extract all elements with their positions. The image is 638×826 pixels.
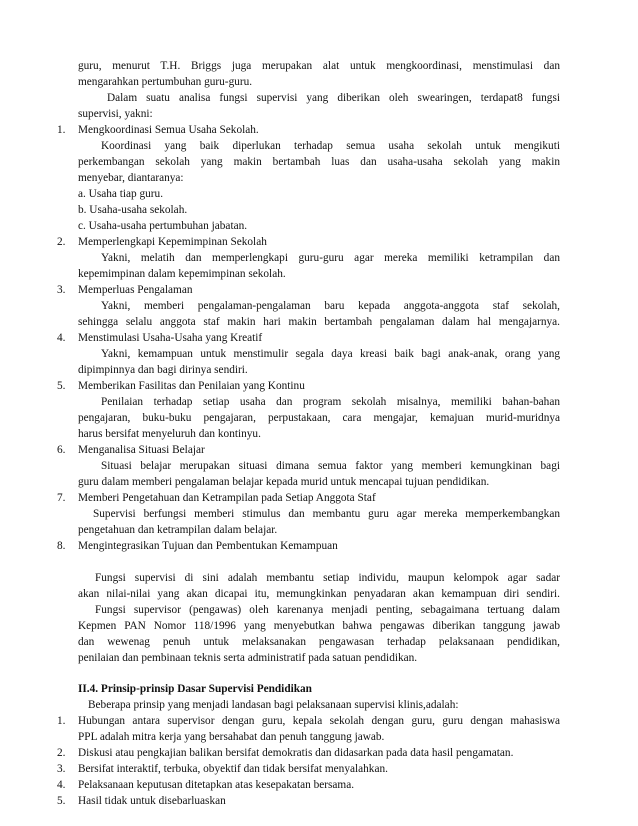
list-number: 6.	[57, 444, 66, 456]
list-number: 8.	[57, 540, 66, 552]
text-line: akan nilai-nilai yang akan dicapai itu, memungkinkan penyadaran akan kemampuan diri sendiri.	[78, 588, 560, 600]
text-line: mengarahkan pertumbuhan guru-guru.	[78, 76, 253, 88]
list-number: 5.	[57, 380, 66, 392]
text-line: Diskusi atau pengkajian balikan bersifat demokratis dan didasarkan pada data hasil pengamatan.	[78, 747, 514, 759]
text-line: a. Usaha tiap guru.	[78, 188, 164, 200]
list-number: 5.	[57, 795, 66, 807]
text-line: harus bersifat menyeluruh dan kontinyu.	[78, 428, 261, 440]
text-line: Koordinasi yang baik diperlukan terhadap semua usaha sekolah untuk mengikuti	[101, 140, 560, 152]
text-line: Fungsi supervisi di sini adalah membantu setiap individu, maupun kelompok agar sadar	[95, 572, 560, 584]
text-line: supervisi, yakni:	[78, 108, 153, 120]
text-line: kepemimpinan dalam kepemimpinan sekolah.	[78, 268, 286, 280]
text-line: penilaian dan pembinaan teknis serta administratif pada satuan pendidikan.	[78, 652, 418, 664]
text-line: perkembangan sekolah yang makin bertambah luas dan usaha-usaha sekolah yang makin	[78, 156, 560, 168]
text-line: Memberi Pengetahuan dan Ketrampilan pada Setiap Anggota Staf	[78, 492, 376, 504]
list-number: 1.	[57, 715, 66, 727]
text-line: Memperlengkapi Kepemimpinan Sekolah	[78, 236, 267, 248]
text-line: Yakni, melatih dan memperlengkapi guru-guru agar mereka memiliki ketrampilan dan	[101, 252, 560, 264]
text-line: Situasi belajar merupakan situasi dimana semua faktor yang memberi kemungkinan bagi	[101, 460, 560, 472]
text-line: Hubungan antara supervisor dengan guru, kepala sekolah dengan guru, guru dengan mahasiswa	[78, 715, 560, 727]
text-line: Yakni, kemampuan untuk menstimulir segala daya kreasi baik bagi anak-anak, orang yang	[101, 348, 560, 360]
text-line: Bersifat interaktif, terbuka, obyektif dan tidak bersifat menyalahkan.	[78, 763, 388, 775]
list-number: 4.	[57, 779, 66, 791]
text-line: Memperluas Pengalaman	[78, 284, 193, 296]
text-line: PPL adalah mitra kerja yang bersahabat dan penuh tanggung jawab.	[78, 731, 385, 743]
text-line: dipimpinnya dan bagi dirinya sendiri.	[78, 364, 248, 376]
text-line: Menstimulasi Usaha-Usaha yang Kreatif	[78, 332, 263, 344]
list-number: 2.	[57, 236, 66, 248]
text-line: menyebar, diantaranya:	[78, 172, 184, 184]
text-line: sehingga selalu anggota staf makin hari makin bertambah pengalaman dalam hal mengajarnya.	[78, 316, 560, 328]
text-line: Fungsi supervisor (pengawas) oleh karenanya menjadi penting, sebagaimana tertuang dalam	[95, 604, 560, 616]
text-line: b. Usaha-usaha sekolah.	[78, 204, 188, 216]
text-line: pengajaran, buku-buku pengajaran, perpustakaan, cara mengajar, kemajuan murid-muridnya	[78, 412, 560, 424]
text-line: Supervisi berfungsi memberi stimulus dan membantu guru agar mereka memperkembangkan	[93, 508, 560, 520]
section-heading: II.4. Prinsip-prinsip Dasar Supervisi Pendidikan	[78, 683, 312, 695]
list-number: 7.	[57, 492, 66, 504]
text-line: Menganalisa Situasi Belajar	[78, 444, 205, 456]
list-number: 2.	[57, 747, 66, 759]
text-line: dan wewenag penuh untuk melaksanakan pengawasan terhadap pelaksanaan pendidikan,	[78, 636, 560, 648]
list-number: 4.	[57, 332, 66, 344]
text-line: Mengkoordinasi Semua Usaha Sekolah.	[78, 124, 259, 136]
text-line: guru dalam memberi pengalaman belajar kepada murid untuk mencapai tujuan pendidikan.	[78, 476, 490, 488]
text-line: Hasil tidak untuk disebarluaskan	[78, 795, 226, 807]
text-line: pengetahuan dan ketrampilan dalam belajar.	[78, 524, 278, 536]
text-line: Mengintegrasikan Tujuan dan Pembentukan Kemampuan	[78, 540, 338, 552]
list-number: 3.	[57, 763, 66, 775]
text-line: Pelaksanaan keputusan ditetapkan atas kesepakatan bersama.	[78, 779, 355, 791]
list-number: 3.	[57, 284, 66, 296]
list-number: 1.	[57, 124, 66, 136]
text-line: Kepmen PAN Nomor 118/1996 yang menyebutkan bahwa pengawas diberikan tanggung jawab	[78, 620, 560, 632]
text-line: Penilaian terhadap setiap usaha dan program sekolah misalnya, memiliki bahan-bahan	[101, 396, 560, 408]
text-line: c. Usaha-usaha pertumbuhan jabatan.	[78, 220, 248, 232]
text-line: Dalam suatu analisa fungsi supervisi yang diberikan oleh swearingen, terdapat8 fungsi	[107, 92, 560, 104]
text-line: guru, menurut T.H. Briggs juga merupakan alat untuk mengkoordinasi, menstimulasi dan	[78, 60, 560, 72]
text-line: Memberikan Fasilitas dan Penilaian yang Kontinu	[78, 380, 305, 392]
text-line: Beberapa prinsip yang menjadi landasan bagi pelaksanaan supervisi klinis,adalah:	[88, 699, 459, 711]
text-line: Yakni, memberi pengalaman-pengalaman baru kepada anggota-anggota staf sekolah,	[101, 300, 560, 312]
